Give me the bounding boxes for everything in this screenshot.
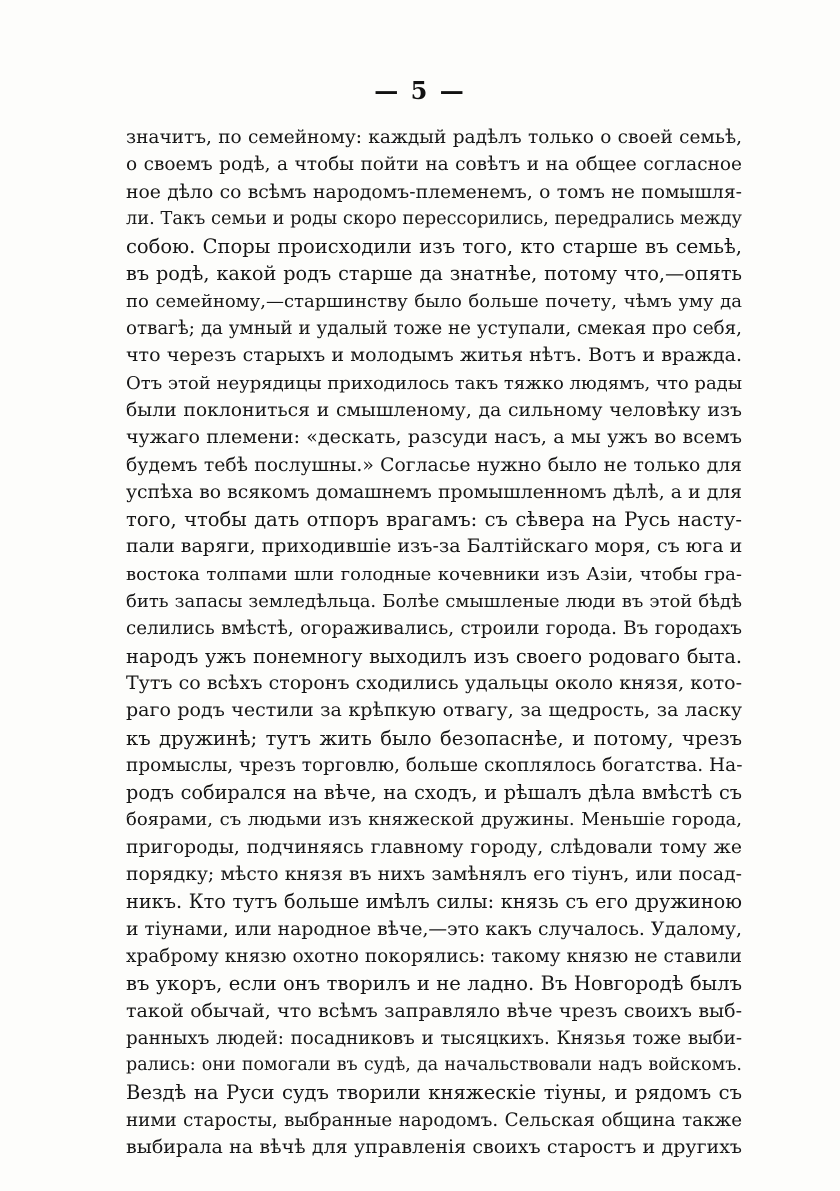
text-line: въ родѣ, какой родъ старше да знатнѣе, потому что,—опять: [126, 262, 742, 286]
text-line: пали варяги, приходившіе изъ-за Балтійскаго моря, съ юга и: [126, 535, 742, 558]
text-line: ними старосты, выбранные народомъ. Сельская община также: [126, 1109, 742, 1131]
text-line: промыслы, чрезъ торговлю, больше скоплялось богатства. На-: [126, 754, 742, 776]
text-line: собою. Споры происходили изъ того, кто старше въ семьѣ,: [126, 235, 742, 259]
text-line: будемъ тебѣ послушны.» Согласье нужно было не только для: [126, 454, 742, 476]
text-line: селились вмѣстѣ, огораживались, строили города. Въ городахъ: [126, 618, 742, 640]
text-line: о своемъ родѣ, а чтобы пойти на совѣтъ и на общее согласное: [126, 154, 742, 176]
body-text: [126, 124, 742, 1161]
text-line: родъ собирался на вѣче, на сходъ, и рѣшалъ дѣла вмѣстѣ съ: [126, 781, 742, 805]
text-line: что черезъ старыхъ и молодымъ житья нѣтъ. Вотъ и вражда.: [126, 344, 742, 367]
text-line: востока толпами шли голодные кочевники изъ Азіи, чтобы гра-: [126, 563, 742, 585]
text-line: бить запасы земледѣльца. Болѣе смышленые люди въ этой бѣдѣ: [126, 591, 742, 613]
text-line: и тіунами, или народное вѣче,—это какъ случалось. Удалому,: [126, 918, 742, 940]
text-line: народъ ужъ понемногу выходилъ изъ своего родоваго быта.: [126, 644, 742, 668]
text-line: выбирала на вѣчѣ для управленія своихъ старостъ и другихъ: [126, 1135, 742, 1158]
text-line: храброму князю охотно покорялись: такому князю не ставили: [126, 945, 742, 967]
text-line: отвагѣ; да умный и удалый тоже не уступали, смекая про себя,: [126, 318, 742, 340]
text-line: пригороды, подчиняясь главному городу, слѣдовали тому же: [126, 836, 742, 858]
text-line: къ дружинѣ; тутъ жить было безопаснѣе, и потому, чрезъ: [126, 726, 742, 750]
text-line: успѣха во всякомъ домашнемъ промышленномъ дѣлѣ, а и для: [126, 481, 742, 503]
text-line: раго родъ честили за крѣпкую отвагу, за щедрость, за ласку: [126, 699, 742, 722]
text-line: ли. Такъ семьи и роды скоро перессорились, передрались между: [126, 208, 742, 229]
text-line: порядку; мѣсто князя въ нихъ замѣнялъ его тіунъ, или посад-: [126, 864, 742, 886]
text-line: ное дѣло со всѣмъ народомъ-племенемъ, о томъ не помышля-: [126, 181, 742, 203]
text-line: были поклониться и смышленому, да сильному человѣку изъ: [126, 399, 742, 421]
text-line: Вездѣ на Руси судъ творили княжескіе тіуны, и рядомъ съ: [126, 1081, 742, 1105]
text-line: Отъ этой неурядицы приходилось такъ тяжко людямъ, что рады: [126, 372, 742, 394]
page-number: — 5 —: [374, 76, 466, 105]
text-line: рались: они помогали въ судѣ, да начальствовали надъ войскомъ.: [126, 1055, 742, 1076]
text-line: боярами, съ людьми изъ княжеской дружины. Меньшіе города,: [126, 809, 742, 831]
text-line: значитъ, по семейному: каждый радѣлъ только о своей семьѣ,: [126, 127, 742, 148]
text-line: никъ. Кто тутъ больше имѣлъ силы: князь съ его дружиною: [126, 890, 742, 914]
text-line: чужаго племени: «дескать, разсуди насъ, а мы ужъ во всемъ: [126, 426, 742, 449]
text-line: Тутъ со всѣхъ сторонъ сходились удальцы около князя, кото-: [126, 671, 742, 694]
text-line: ранныхъ людей: посадниковъ и тысяцкихъ. Князья тоже выби-: [126, 1027, 742, 1049]
text-line: такой обычай, что всѣмъ заправляло вѣче чрезъ своихъ выб-: [126, 999, 742, 1022]
text-line: того, чтобы дать отпоръ врагамъ: съ сѣвера на Русь насту-: [126, 508, 742, 532]
text-line: по семейному,—старшинству было больше почету, чѣмъ уму да: [126, 290, 742, 312]
text-line: въ укоръ, если онъ творилъ и не ладно. Въ Новгородѣ былъ: [126, 972, 742, 996]
